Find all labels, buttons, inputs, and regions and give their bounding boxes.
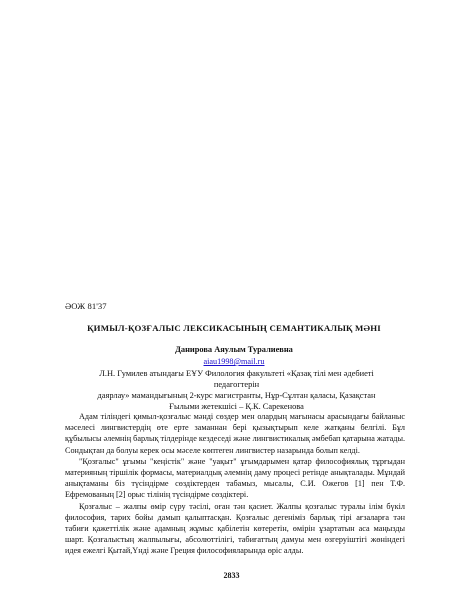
author-email-link[interactable]: aiau1998@mail.ru [203,357,265,366]
affiliation-line: Л.Н. Гумилев атындағы ЕҰУ Филология факультеті «Қазақ тілі мен әдебиеті педагогтерін [99,369,374,389]
body-paragraph: "Қозғалыс" ұғымы "кеңістік" және "уақыт" ұғымдарымен қатар философиялық тұрғыдан материяның тіршілік формасы, материалдық әлемнің даму процесі ретінде анықталады. Мұндай анықтаманы біз түсіндірме сөздіктерден табамыз, мысалы, С.И. Ожегов [1] пен Т.Ф. Ефремованың [2] орыс тілінің түсіндірме сөздіктері. [65,456,405,500]
article-title: ҚИМЫЛ-ҚОЗҒАЛЫС ЛЕКСИКАСЫНЫҢ СЕМАНТИКАЛЫҚ МӘНІ [87,323,381,333]
supervisor-line: Ғылыми жетекшісі – Қ.К. Сарекенова [169,402,304,411]
author-affiliation [78,368,395,412]
author-name: Данирова Аяулым Туралиевна [175,345,293,354]
body-paragraph: Адам тіліндегі қимыл-қозғалыс мәнді сөздер мен олардың мағынасы арасындағы байланыс мәселесі лингвистердің өте ерте заманнан бері қызықтырып келе жатқаны белгілі. Бұл құбылысы әлемнің барлық тілдерінде кездеседі және лингвистикалық әмбебап қатарына жатады. Сондықтан да болуы керек осы мәселе көптеген лингвистер назарында болып келді. [65,412,405,455]
article-body [65,411,405,557]
udc-code: ӘОЖ 81'37 [65,301,107,311]
affiliation-line: даярлау» мамандығының 2-курс магистранты, Нұр-Сұлтан қаласы, Қазақстан [97,391,376,400]
page-number: 2833 [223,571,240,580]
body-paragraph: Қозғалыс – жалпы өмір сүру тәсілі, оған тән қасиет. Жалпы қозғалыс туралы ілім бүкіл философия, тарих бойы дамып қалыптасқан. Қозғалыс дегеніміз барлық тірі ағзаларға тән табиғи қажеттілік және адамның жұмыс қабілетін көтеретін, өмірін ұзартатын аса маңызды шарт. Қозғалыстың жалпылығы, абсолюттілігі, табиғаттың дамуы мен өзгеруіштігі жөніндегі идея ежелгі Қытай,Үнді және Греция философияларында өріс алды. [65,501,405,556]
